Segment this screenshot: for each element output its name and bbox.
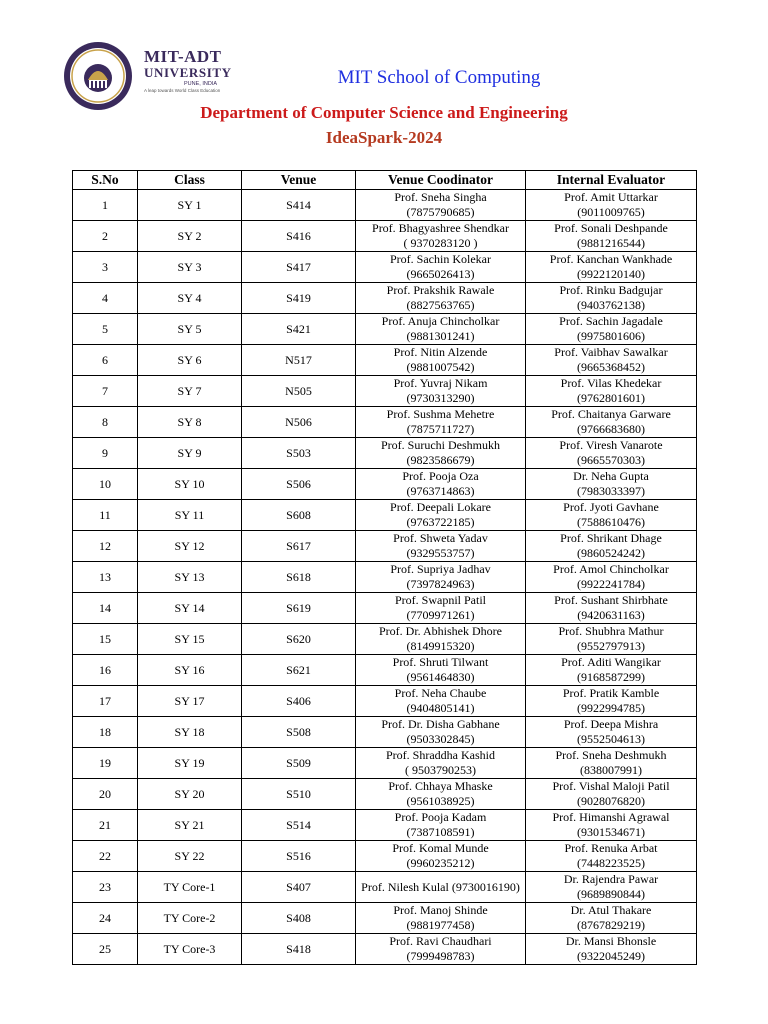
evaluator-cell [526, 686, 697, 717]
venue-cell: S508 [242, 717, 356, 748]
class-cell: SY 20 [138, 779, 242, 810]
evaluator-cell-phone: (9011009765) [577, 205, 645, 219]
coordinator-cell-phone: (9881301241) [406, 329, 475, 343]
table-row [73, 531, 697, 562]
class-cell: SY 12 [138, 531, 242, 562]
table-row [73, 407, 697, 438]
evaluator-cell-name: Prof. Sachin Jagadale [559, 314, 663, 328]
coordinator-cell-name: Prof. Bhagyashree Shendkar [372, 221, 509, 235]
evaluator-cell [526, 934, 697, 965]
evaluator-cell [526, 872, 697, 903]
evaluator-cell-phone: (9922994785) [577, 701, 645, 715]
evaluator-cell-phone: (9860524242) [577, 546, 645, 560]
coordinator-cell-phone: (9881977458) [406, 918, 475, 932]
coordinator-cell [356, 810, 526, 841]
evaluator-cell [526, 252, 697, 283]
evaluator-cell [526, 345, 697, 376]
coordinator-cell-phone: (9503302845) [406, 732, 475, 746]
coordinator-cell [356, 779, 526, 810]
coordinator-cell-phone: (9960235212) [406, 856, 475, 870]
coordinator-cell-name: Prof. Ravi Chaudhari [389, 934, 492, 948]
coordinator-cell-name: Prof. Sachin Kolekar [390, 252, 491, 266]
evaluator-cell [526, 841, 697, 872]
evaluator-cell [526, 438, 697, 469]
coordinator-cell [356, 252, 526, 283]
evaluator-cell-phone: (9322045249) [577, 949, 645, 963]
coordinator-cell [356, 221, 526, 252]
brand-tagline: A leap towards World Class Education [144, 88, 221, 93]
table-row [73, 624, 697, 655]
class-cell: SY 9 [138, 438, 242, 469]
coordinator-cell-name: Prof. Neha Chaube [394, 686, 487, 700]
venue-cell: S421 [242, 314, 356, 345]
coordinator-cell-phone: (7875711727) [406, 422, 475, 436]
evaluator-cell-name: Dr. Mansi Bhonsle [565, 934, 657, 948]
coordinator-cell-phone: (9881007542) [406, 360, 475, 374]
coordinator-cell-phone: (7709971261) [406, 608, 475, 622]
evaluator-cell-phone: (9689890844) [577, 887, 645, 901]
table-row [73, 717, 697, 748]
coordinator-cell-name: Prof. Nitin Alzende [393, 345, 488, 359]
evaluator-cell [526, 779, 697, 810]
evaluator-cell [526, 624, 697, 655]
class-cell: TY Core-2 [138, 903, 242, 934]
venue-cell: N506 [242, 407, 356, 438]
evaluator-cell [526, 314, 697, 345]
sno-cell: 5 [73, 314, 138, 345]
venue-cell: S406 [242, 686, 356, 717]
coordinator-cell-phone: (9329553757) [406, 546, 475, 560]
table-row [73, 686, 697, 717]
evaluator-cell [526, 810, 697, 841]
venue-cell: S419 [242, 283, 356, 314]
class-cell: SY 22 [138, 841, 242, 872]
coordinator-cell-name: Prof. Swapnil Patil [394, 593, 486, 607]
col-header-sno: S.No [73, 171, 138, 190]
evaluator-cell-phone: (7448223525) [577, 856, 645, 870]
coordinator-cell-phone: (7397824963) [406, 577, 475, 591]
venue-cell: S617 [242, 531, 356, 562]
evaluator-cell-name: Dr. Rajendra Pawar [563, 872, 659, 886]
evaluator-cell [526, 469, 697, 500]
coordinator-cell-phone: (9561464830) [406, 670, 475, 684]
school-title: MIT School of Computing [337, 67, 541, 88]
coordinator-cell-name: Prof. Chhaya Mhaske [388, 779, 493, 793]
coordinator-cell-phone: (7999498783) [406, 949, 475, 963]
sno-cell: 1 [73, 190, 138, 221]
coordinator-cell-name: Prof. Shweta Yadav [393, 531, 488, 545]
table-row [73, 283, 697, 314]
evaluator-cell-name: Prof. Amit Uttarkar [564, 190, 658, 204]
sno-cell: 21 [73, 810, 138, 841]
evaluator-cell-name: Prof. Viresh Vanarote [559, 438, 663, 452]
venue-cell: S506 [242, 469, 356, 500]
evaluator-cell-name: Prof. Aditi Wangikar [561, 655, 661, 669]
class-cell: SY 11 [138, 500, 242, 531]
venue-cell: S509 [242, 748, 356, 779]
coordinator-cell-phone: ( 9503790253) [405, 763, 476, 777]
sno-cell: 3 [73, 252, 138, 283]
class-cell: SY 19 [138, 748, 242, 779]
evaluator-cell-phone: (9665368452) [577, 360, 645, 374]
coordinator-cell-name: Prof. Sushma Mehetre [386, 407, 495, 421]
sno-cell: 7 [73, 376, 138, 407]
table-row [73, 500, 697, 531]
evaluator-cell [526, 500, 697, 531]
sno-cell: 19 [73, 748, 138, 779]
sno-cell: 24 [73, 903, 138, 934]
evaluator-cell-name: Prof. Vaibhav Sawalkar [554, 345, 668, 359]
coordinator-cell-name: Prof. Anuja Chincholkar [381, 314, 500, 328]
evaluator-cell-phone: (838007991) [580, 763, 642, 777]
sno-cell: 10 [73, 469, 138, 500]
sno-cell: 14 [73, 593, 138, 624]
coordinator-cell [356, 624, 526, 655]
evaluator-cell-name: Prof. Shubhra Mathur [558, 624, 664, 638]
class-cell: SY 21 [138, 810, 242, 841]
evaluator-cell-phone: (9403762138) [577, 298, 645, 312]
evaluator-cell-phone: (9762801601) [577, 391, 645, 405]
table-row [73, 810, 697, 841]
department-title: Department of Computer Science and Engineering [200, 103, 568, 122]
sno-cell: 25 [73, 934, 138, 965]
coordinator-cell-name: Prof. Pooja Kadam [394, 810, 487, 824]
coordinator-cell [356, 438, 526, 469]
sno-cell: 6 [73, 345, 138, 376]
evaluator-cell-name: Prof. Himanshi Agrawal [552, 810, 670, 824]
class-cell: SY 7 [138, 376, 242, 407]
coordinator-cell-name: Prof. Sneha Singha [394, 190, 487, 204]
coordinator-cell-phone: (9561038925) [406, 794, 475, 808]
evaluator-cell-phone: (8767829219) [577, 918, 645, 932]
sno-cell: 13 [73, 562, 138, 593]
col-header-internal-evaluator: Internal Evaluator [526, 171, 697, 190]
class-cell: SY 17 [138, 686, 242, 717]
coordinator-cell-phone: ( 9370283120 ) [403, 236, 478, 250]
class-cell: SY 6 [138, 345, 242, 376]
coordinator-cell [356, 469, 526, 500]
venue-cell: S418 [242, 934, 356, 965]
table-row [73, 903, 697, 934]
class-cell: SY 4 [138, 283, 242, 314]
evaluator-cell [526, 562, 697, 593]
evaluator-cell [526, 593, 697, 624]
evaluator-cell [526, 221, 697, 252]
brand-location: PUNE, INDIA [184, 81, 218, 87]
coordinator-cell [356, 934, 526, 965]
table-header-row [73, 171, 697, 190]
coordinator-cell-name: Prof. Yuvraj Nikam [393, 376, 488, 390]
coordinator-cell [356, 500, 526, 531]
evaluator-cell-name: Prof. Vilas Khedekar [560, 376, 662, 390]
evaluator-cell-name: Prof. Amol Chincholkar [553, 562, 669, 576]
table-body [73, 190, 697, 965]
coordinator-cell-phone: (9404805141) [406, 701, 475, 715]
venue-cell: S618 [242, 562, 356, 593]
sno-cell: 12 [73, 531, 138, 562]
coordinator-cell-phone: (9665026413) [406, 267, 475, 281]
table-row [73, 469, 697, 500]
coordinator-cell [356, 407, 526, 438]
class-cell: TY Core-1 [138, 872, 242, 903]
table-row [73, 376, 697, 407]
coordinator-cell [356, 717, 526, 748]
coordinator-cell-phone: (9823586679) [406, 453, 475, 467]
coordinator-cell [356, 562, 526, 593]
table-row [73, 779, 697, 810]
coordinator-cell [356, 345, 526, 376]
venue-cell: N517 [242, 345, 356, 376]
evaluator-cell-phone: (9420631163) [577, 608, 645, 622]
venue-cell: N505 [242, 376, 356, 407]
evaluator-cell [526, 717, 697, 748]
evaluator-cell [526, 748, 697, 779]
evaluator-cell-name: Prof. Pratik Kamble [562, 686, 660, 700]
venue-cell: S516 [242, 841, 356, 872]
sno-cell: 11 [73, 500, 138, 531]
sno-cell: 18 [73, 717, 138, 748]
class-cell: SY 5 [138, 314, 242, 345]
coordinator-cell [356, 841, 526, 872]
venue-cell: S620 [242, 624, 356, 655]
coordinator-cell-name: Prof. Suruchi Deshmukh [381, 438, 500, 452]
evaluator-cell-phone: (7588610476) [577, 515, 645, 529]
evaluator-cell [526, 190, 697, 221]
allocation-table [72, 170, 697, 965]
coordinator-cell-name: Prof. Supriya Jadhav [390, 562, 491, 576]
coordinator-cell-name: Prof. Deepali Lokare [390, 500, 491, 514]
class-cell: SY 2 [138, 221, 242, 252]
coordinator-cell-name: Prof. Shraddha Kashid [386, 748, 495, 762]
evaluator-cell-phone: (9881216544) [577, 236, 645, 250]
evaluator-cell-name: Prof. Shrikant Dhage [560, 531, 662, 545]
evaluator-cell-phone: (9766683680) [577, 422, 645, 436]
coordinator-cell [356, 593, 526, 624]
table-row [73, 438, 697, 469]
coordinator-cell-phone: (9763714863) [406, 484, 475, 498]
evaluator-cell-phone: (9552797913) [577, 639, 645, 653]
evaluator-cell-name: Prof. Vishal Maloji Patil [552, 779, 670, 793]
evaluator-cell-phone: (9028076820) [577, 794, 645, 808]
table-row [73, 655, 697, 686]
coordinator-cell [356, 531, 526, 562]
evaluator-cell-name: Prof. Sonali Deshpande [554, 221, 668, 235]
class-cell: SY 1 [138, 190, 242, 221]
brand-name: MIT-ADT [144, 47, 222, 66]
evaluator-cell-name: Prof. Deepa Mishra [563, 717, 659, 731]
table-row [73, 190, 697, 221]
venue-cell: S503 [242, 438, 356, 469]
coordinator-cell [356, 376, 526, 407]
class-cell: SY 14 [138, 593, 242, 624]
coordinator-cell-phone: (9730313290) [406, 391, 475, 405]
evaluator-cell-name: Prof. Rinku Badgujar [559, 283, 663, 297]
table-row [73, 748, 697, 779]
evaluator-cell-phone: (9301534671) [577, 825, 645, 839]
venue-cell: S407 [242, 872, 356, 903]
table-row [73, 841, 697, 872]
coordinator-cell-name: Prof. Shruti Tilwant [392, 655, 489, 669]
evaluator-cell-phone: (9975801606) [577, 329, 645, 343]
class-cell: SY 16 [138, 655, 242, 686]
class-cell: SY 3 [138, 252, 242, 283]
table-row [73, 872, 697, 903]
coordinator-cell-name: Prof. Pooja Oza [402, 469, 479, 483]
coordinator-cell [356, 903, 526, 934]
coordinator-cell-phone: (9763722185) [406, 515, 475, 529]
sno-cell: 20 [73, 779, 138, 810]
sno-cell: 8 [73, 407, 138, 438]
coordinator-cell [356, 314, 526, 345]
table-row [73, 562, 697, 593]
coordinator-cell [356, 283, 526, 314]
event-title: IdeaSpark-2024 [325, 128, 443, 147]
venue-cell: S621 [242, 655, 356, 686]
coordinator-cell-name: Prof. Dr. Abhishek Dhore [379, 624, 502, 638]
sno-cell: 16 [73, 655, 138, 686]
coordinator-cell-phone: (8149915320) [406, 639, 475, 653]
col-header-class: Class [138, 171, 242, 190]
venue-cell: S608 [242, 500, 356, 531]
sno-cell: 17 [73, 686, 138, 717]
evaluator-cell-name: Prof. Chaitanya Garware [551, 407, 671, 421]
sno-cell: 9 [73, 438, 138, 469]
evaluator-cell-phone: (9168587299) [577, 670, 645, 684]
class-cell: SY 13 [138, 562, 242, 593]
evaluator-cell-phone: (9922241784) [577, 577, 645, 591]
evaluator-cell [526, 903, 697, 934]
venue-cell: S619 [242, 593, 356, 624]
evaluator-cell [526, 531, 697, 562]
coordinator-cell-name: Prof. Komal Munde [392, 841, 489, 855]
venue-cell: S416 [242, 221, 356, 252]
table-row [73, 934, 697, 965]
class-cell: SY 8 [138, 407, 242, 438]
evaluator-cell-name: Prof. Sushant Shirbhate [554, 593, 668, 607]
sno-cell: 4 [73, 283, 138, 314]
coordinator-cell [356, 190, 526, 221]
sno-cell: 23 [73, 872, 138, 903]
evaluator-cell [526, 376, 697, 407]
sno-cell: 22 [73, 841, 138, 872]
col-header-venue: Venue [242, 171, 356, 190]
class-cell: TY Core-3 [138, 934, 242, 965]
table-row [73, 314, 697, 345]
venue-cell: S510 [242, 779, 356, 810]
coordinator-cell [356, 748, 526, 779]
venue-cell: S514 [242, 810, 356, 841]
coordinator-cell-phone: (7875790685) [406, 205, 475, 219]
table-row [73, 593, 697, 624]
sno-cell: 15 [73, 624, 138, 655]
brand-university: UNIVERSITY [144, 65, 232, 80]
table-row [73, 345, 697, 376]
coordinator-cell [356, 655, 526, 686]
coordinator-cell: Prof. Nilesh Kulal (9730016190) [356, 872, 526, 903]
table-row [73, 221, 697, 252]
venue-cell: S417 [242, 252, 356, 283]
coordinator-cell-name: Prof. Manoj Shinde [393, 903, 488, 917]
class-cell: SY 18 [138, 717, 242, 748]
evaluator-cell-phone: (9665570303) [577, 453, 645, 467]
evaluator-cell [526, 407, 697, 438]
col-header-venue-coordinator: Venue Coodinator [356, 171, 526, 190]
evaluator-cell-name: Prof. Sneha Deshmukh [555, 748, 667, 762]
evaluator-cell [526, 655, 697, 686]
class-cell: SY 15 [138, 624, 242, 655]
coordinator-cell-phone: (8827563765) [406, 298, 475, 312]
venue-cell: S414 [242, 190, 356, 221]
coordinator-cell-name: Prof. Prakshik Rawale [386, 283, 495, 297]
evaluator-cell-name: Dr. Atul Thakare [570, 903, 652, 917]
table-row [73, 252, 697, 283]
evaluator-cell-phone: (9922120140) [577, 267, 645, 281]
class-cell: SY 10 [138, 469, 242, 500]
coordinator-cell-name: Prof. Dr. Disha Gabhane [381, 717, 500, 731]
coordinator-cell [356, 686, 526, 717]
evaluator-cell [526, 283, 697, 314]
evaluator-cell-name: Prof. Renuka Arbat [564, 841, 658, 855]
evaluator-cell-name: Prof. Jyoti Gavhane [563, 500, 659, 514]
evaluator-cell-name: Dr. Neha Gupta [573, 469, 649, 483]
evaluator-cell-name: Prof. Kanchan Wankhade [549, 252, 673, 266]
sno-cell: 2 [73, 221, 138, 252]
venue-cell: S408 [242, 903, 356, 934]
evaluator-cell-phone: (9552504613) [577, 732, 645, 746]
evaluator-cell-phone: (7983033397) [577, 484, 645, 498]
coordinator-cell-phone: (7387108591) [406, 825, 475, 839]
